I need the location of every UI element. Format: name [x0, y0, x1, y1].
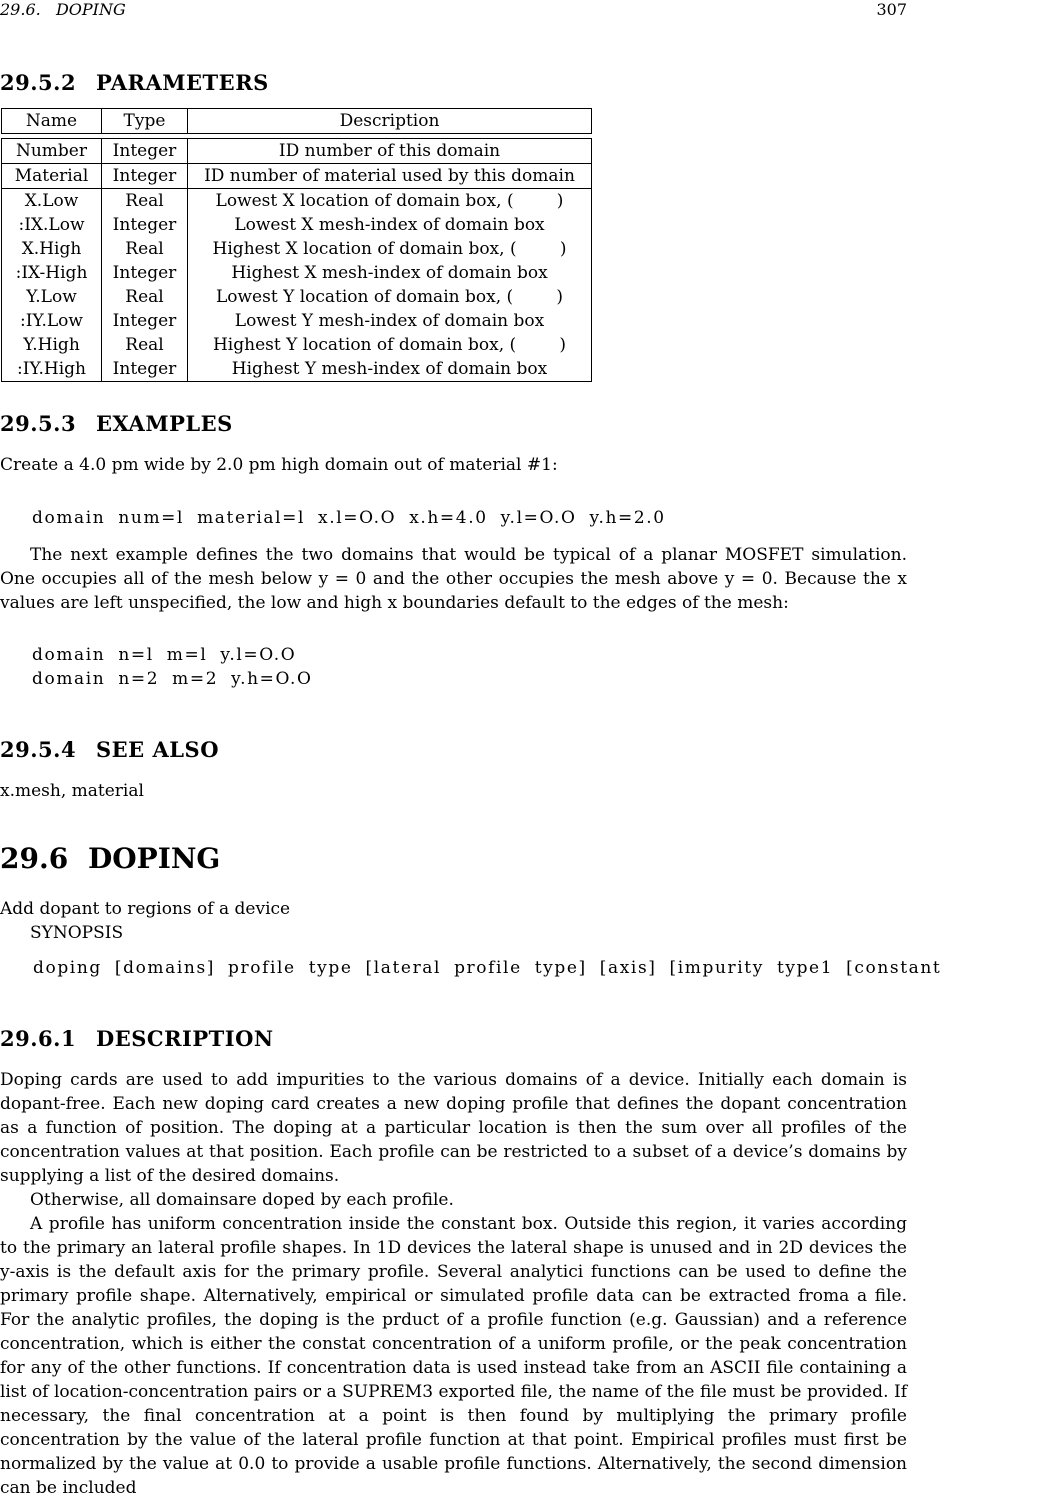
table-header-cell: Description [188, 109, 592, 134]
section-heading-see-also [0, 737, 219, 762]
synopsis-label: SYNOPSIS [30, 923, 124, 943]
section-heading-description [0, 1026, 274, 1051]
table-cell: Highest Y location of domain box, ( ) [188, 333, 592, 357]
table-row [2, 237, 592, 261]
table-row [2, 309, 592, 333]
table-row [2, 261, 592, 285]
section-number: 29.5.4 [0, 737, 77, 762]
table-cell: Real [102, 237, 188, 261]
table-cell: Integer [102, 309, 188, 333]
code-example-2-line-2: domain n=2 m=2 y.h=O.O [32, 669, 313, 689]
table-cell: :IY.High [2, 357, 102, 382]
table-cell: Lowest Y mesh-index of domain box [188, 309, 592, 333]
table-cell: Number [2, 139, 102, 164]
table-row [2, 213, 592, 237]
table-cell: Highest Y mesh-index of domain box [188, 357, 592, 382]
running-header-section: 29.6. DOPING [0, 0, 126, 19]
description-paragraph-3: A profile has uniform concentration inside the constant box. Outside this region, it varies according to the primary an lateral profile shapes. In 1D devices the lateral shape is unused and in 2D devices the y-axis is the default axis for the primary profile. Several analytici functions can be used to define the primary profile shape. Alternatively, empirical or simulated profile data can be extracted froma a file. For the analytic profiles, the doping is the prduct of a profile function (e.g. Gaussian) and a reference concentration, which is either the constat concentration of a uniform profile, or the peak concentration for any of the other functions. If concentration data is used instead take from an ASCII file containing a list of location-concentration pairs or a SUPREM3 exported file, the name of the file must be provided. If necessary, the final concentration at a point is then found by multiplying the primary profile concentration by the value of the lateral profile function at that point. Empirical profiles must first be normalized by the value at 0.0 to provide a usable profile functions. Alternatively, the second dimension can be included [0, 1214, 907, 1498]
table-cell: Integer [102, 139, 188, 164]
table-cell: X.High [2, 237, 102, 261]
table-cell: ID number of this domain [188, 139, 592, 164]
section-heading-examples [0, 411, 233, 436]
table-header-row [2, 109, 592, 134]
section-number: 29.5.2 [0, 70, 77, 95]
code-example-1: domain num=l material=l x.l=O.O x.h=4.0 y.l=O.O y.h=2.0 [32, 508, 666, 528]
table-row [2, 333, 592, 357]
table-cell: Lowest X location of domain box, ( ) [188, 189, 592, 214]
synopsis-code: doping [domains] profile type [lateral profile type] [axis] [impurity type1 [constant [33, 958, 942, 978]
table-cell: Real [102, 333, 188, 357]
table-cell: :IX.Low [2, 213, 102, 237]
section-number: 29.6.1 [0, 1026, 77, 1051]
section-title: DESCRIPTION [96, 1026, 274, 1051]
table-row [2, 164, 592, 189]
table-cell: Integer [102, 357, 188, 382]
section-title: SEE ALSO [96, 737, 220, 762]
table-cell: Highest X location of domain box, ( ) [188, 237, 592, 261]
table-cell: :IY.Low [2, 309, 102, 333]
examples-intro: Create a 4.0 pm wide by 2.0 pm high domain out of material #1: [0, 455, 558, 475]
table-row [2, 285, 592, 309]
section-title: DOPING [88, 842, 221, 875]
table-cell: Material [2, 164, 102, 189]
table-row [2, 357, 592, 382]
table-cell: Lowest Y location of domain box, ( ) [188, 285, 592, 309]
table-cell: Real [102, 285, 188, 309]
examples-paragraph: The next example defines the two domains that would be typical of a planar MOSFET simulation. One occupies all of the mesh below y = 0 and the other occupies the mesh above y = 0. Because the x values are left unspecified, the low and high x boundaries default to the edges of the mesh: [0, 545, 907, 613]
section-number: 29.5.3 [0, 411, 77, 436]
running-header [0, 0, 907, 22]
description-paragraph-1: Doping cards are used to add impurities to the various domains of a device. Initially each domain is dopant-free. Each new doping card creates a new doping profile that defines the dopant concentration as a function of position. The doping at a particular location is then the sum over all profiles of the concentration values at that position. Each profile can be restricted to a subset of a device’s domains by supplying a list of the desired domains. [0, 1070, 907, 1186]
chapter-heading-doping [0, 842, 220, 875]
section-title: PARAMETERS [96, 70, 269, 95]
table-row [2, 189, 592, 214]
description-paragraph-2: Otherwise, all domainsare doped by each profile. [30, 1190, 454, 1210]
doping-intro: Add dopant to regions of a device [0, 899, 291, 919]
table-header-cell: Type [102, 109, 188, 134]
code-example-2-line-1: domain n=l m=l y.l=O.O [32, 645, 297, 665]
page-number: 307 [876, 0, 907, 19]
table-cell: Integer [102, 164, 188, 189]
table-cell: Y.High [2, 333, 102, 357]
table-cell: Lowest X mesh-index of domain box [188, 213, 592, 237]
parameters-table [1, 108, 592, 382]
table-cell: Integer [102, 213, 188, 237]
table-cell: Highest X mesh-index of domain box [188, 261, 592, 285]
table-row [2, 139, 592, 164]
table-header-cell: Name [2, 109, 102, 134]
table-cell: :IX-High [2, 261, 102, 285]
section-title: EXAMPLES [96, 411, 233, 436]
table-cell: ID number of material used by this domain [188, 164, 592, 189]
table-cell: Y.Low [2, 285, 102, 309]
section-number: 29.6 [0, 842, 69, 875]
table-cell: Real [102, 189, 188, 214]
table-cell: X.Low [2, 189, 102, 214]
table-cell: Integer [102, 261, 188, 285]
section-heading-parameters [0, 70, 269, 95]
see-also-text: x.mesh, material [0, 781, 144, 801]
